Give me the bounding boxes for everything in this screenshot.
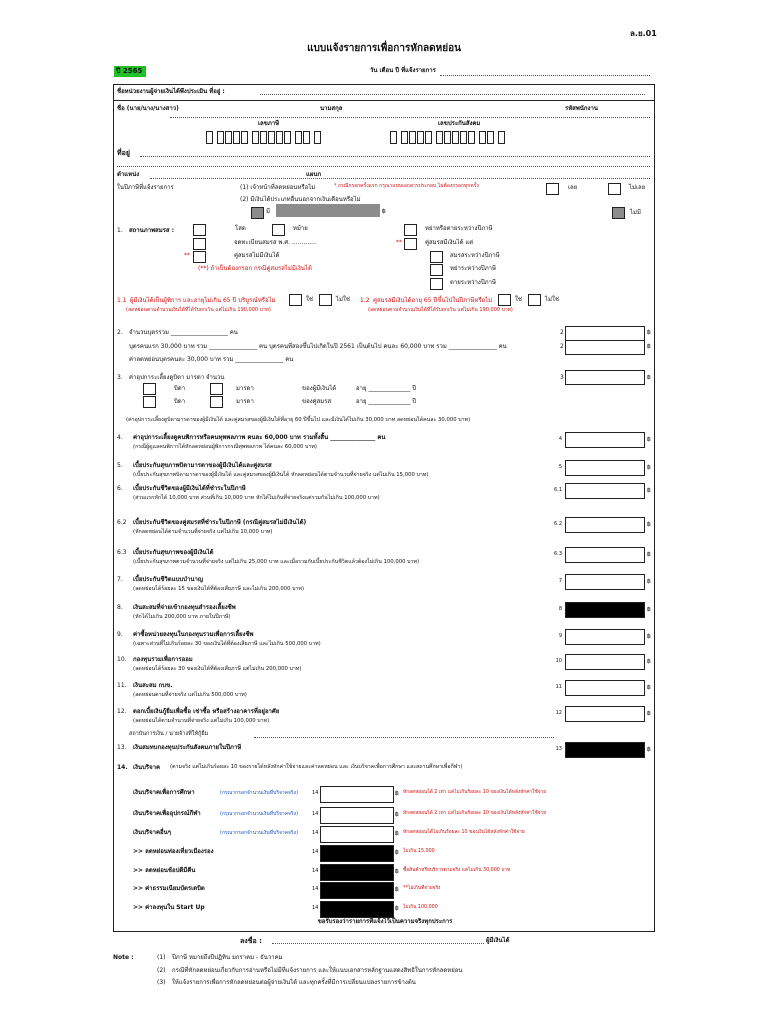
baht-sign: ฿ [647, 746, 651, 753]
form-title: แบบแจ้งรายการเพื่อการหักลดหย่อน [307, 43, 461, 54]
spouse-no-income-checkbox[interactable] [193, 251, 206, 263]
deduction-num: 10. [117, 656, 127, 663]
none-checkbox[interactable] [612, 207, 625, 219]
baht-sign: ฿ [647, 464, 651, 471]
donation-box-num: 14 [312, 868, 319, 874]
single-label: โสด [235, 225, 246, 232]
baht-sign: ฿ [647, 710, 651, 717]
deduction-amount-box[interactable] [565, 460, 645, 476]
married-reg-checkbox[interactable] [193, 238, 206, 250]
section-1-2-label: คู่สมรสมีเงินได้อายุ 65 ปีขึ้นไปในปีภาษีหรือไม่ [373, 297, 493, 304]
donation-row-note: ไม่เกิน 15,000 [403, 849, 435, 854]
have-label: เลย [568, 184, 578, 191]
item-3-amount[interactable] [565, 370, 645, 385]
date-line[interactable] [440, 75, 650, 76]
name-line[interactable] [170, 117, 650, 118]
item-3-num: 3. [117, 374, 123, 381]
deduction-num: 5. [117, 462, 123, 469]
deduction-sub: (เฉพาะส่วนที่ไม่เกินร้อยละ 30 ของเงินได้ที่ต้องเสียภาษี และไม่เกิน 500,000 บาท) [133, 641, 321, 647]
dept-label: แผนก [306, 171, 322, 178]
none-label: ไม่มี [630, 209, 641, 216]
widow-checkbox[interactable] [272, 224, 285, 236]
has-label: มี [266, 208, 270, 215]
donation-row-label: เงินบริจาคอื่นๆ [133, 829, 171, 836]
deduction-label: เบี้ยประกันชีวิตของคู่สมรสที่ชำระในปีภาษี (กรณีคู่สมรสไม่มีเงินได้) [133, 519, 307, 526]
note-2-text: กรณีที่หักลดหย่อนเกี่ยวกับการอ่านหรือไม่มีที่แจ้งรายการ และให้แนบเอกสารหลักฐานแสดงสิทธิในการหักลดหย่อน [172, 967, 463, 974]
section-1-2-num: 1.2 [360, 297, 370, 304]
deduction-num: 12. [117, 708, 127, 715]
baht-sign: ฿ [395, 886, 399, 893]
mother-label-2: มารดา [236, 398, 254, 405]
baht-sign: ฿ [647, 521, 651, 528]
note-3-text: ให้แจ้งรายการเพื่อการหักลดหย่อนต่อผู้จ่ายเงินได้ และทุกครั้งที่มีการเปลี่ยนแปลงรายการข้างต้น [172, 979, 416, 986]
deduction-label: ค่าซื้อหน่วยลงทุนในกองทุนรวมเพื่อการเลี้ยงชีพ [133, 631, 254, 638]
item-2b-box-num: 2 [560, 343, 564, 350]
parents-note: (ค่าอุปการะเลี้ยงดูบิดามารดาของผู้มีเงินได้ และคู่สมรสของผู้มีเงินได้ที่อายุ 60 ปีขึ้นไป และมีเงินได้ไม่เกิน 30,000 บาท ลดหย่อนได้คนละ 30,000 บาท) [126, 417, 471, 423]
section-1-2-no: ไม่ใช่ [545, 296, 559, 303]
section-1-2-yes: ใช่ [515, 296, 523, 303]
donation-row-note: หักลดหย่อนได้ไม่เกินร้อยละ 10 ของเงินได้หลังหักค่าใช้จ่าย [403, 830, 525, 835]
deduction-box-num: 6.1 [554, 487, 562, 493]
spouse-no-income-label: คู่สมรสไม่มีเงินได้ [234, 252, 280, 259]
not-have-label: ไม่เลย [629, 184, 646, 191]
deduction-label: เบี้ยประกันชีวิตของผู้มีเงินได้ที่ชำระในปีภาษี [133, 485, 246, 492]
mother-label: มารดา [236, 385, 254, 392]
certify-text: ขอรับรองว่ารายการที่แจ้งไว้เป็นความจริงทุกประการ [317, 918, 453, 925]
donation-amount-box[interactable] [320, 826, 394, 843]
baht-sign: ฿ [647, 329, 651, 336]
donation-box-num: 14 [312, 849, 319, 855]
section-1-2-sub: (ลดหย่อนตามจำนวนเงินได้ที่ได้รับยกเว้น แต่ไม่เกิน 190,000 บาท) [368, 307, 513, 313]
donation-row-note: หักลดหย่อนได้ 2 เท่า แต่ไม่เกินร้อยละ 10 ของเงินได้หลังหักค่าใช้จ่าย [403, 811, 547, 816]
donation-row-label: >> ค่าลงทุนใน Start Up [133, 904, 205, 911]
donation-amount-box[interactable] [320, 882, 394, 899]
divorced-during-checkbox[interactable] [430, 264, 443, 276]
has-other-income-checkbox[interactable] [251, 207, 264, 219]
note-3-num: (3) [157, 979, 166, 986]
baht-sign: ฿ [647, 684, 651, 691]
item-2-box-num: 2 [560, 329, 564, 336]
deduction-label: เงินสะสมที่จ่ายเข้ากองทุนสำรองเลี้ยงชีพ [133, 604, 236, 611]
donation-amount-box[interactable] [320, 864, 394, 881]
deduction-sub: (เบี้ยประกันสุขภาพบิดามารดาของผู้มีเงินได้ และคู่สมรสของผู้มีเงินได้ หักลดหย่อนได้ตามจำนวนที่จ่ายจริง แต่ไม่เกิน 15,000 บาท) [133, 472, 429, 478]
married-during-checkbox[interactable] [430, 251, 443, 263]
deduction-num: 6. [117, 485, 123, 492]
donation-row-label: >> ลดหย่อนท่องเที่ยวเมืองรอง [133, 848, 214, 855]
item-2-amount[interactable] [565, 326, 645, 341]
section-1-2-no-checkbox[interactable] [528, 294, 541, 306]
father-label: บิดา [174, 385, 186, 392]
name-label: ชื่อ (นาย/นาง/นางสาว) [117, 105, 179, 112]
section-1-1-label: ผู้มีเงินได้เป็นผู้พิการ และอายุไม่เกิน 65 ปี บริบูรณ์หรือไม่ [130, 297, 276, 304]
deduction-label: เบี้ยประกันชีวิตแบบบำนาญ [133, 576, 203, 583]
deduction-num: 13. [117, 744, 127, 751]
notes-label: Note : [113, 954, 134, 961]
donation-row-note: หักลดหย่อนได้ 2 เท่า แต่ไม่เกินร้อยละ 10 ของเงินได้หลังหักค่าใช้จ่าย [403, 790, 547, 795]
note-1-text: ปีภาษี หมายถึงปีปฏิทิน มกราคม - ธันวาคม [172, 954, 283, 961]
baht-sign: ฿ [395, 790, 399, 797]
signature-label: ลงชื่อ : [240, 937, 262, 945]
position-label: ตำแหน่ง [117, 171, 140, 178]
baht-sign: ฿ [395, 905, 399, 912]
baht-sign: ฿ [647, 436, 651, 443]
donation-box-num: 14 [312, 790, 319, 796]
marital-label: สถานภาพสมรส : [129, 227, 175, 234]
deduction-amount-box[interactable] [565, 742, 645, 758]
deduction-sub: (ลดหย่อนได้ตามจำนวนที่จ่ายจริง แต่ไม่เกิน 100,000 บาท) [133, 718, 270, 724]
deduction-box-num: 8 [558, 606, 562, 612]
deduction-box-num: 5 [558, 464, 562, 470]
deduction-num: 7. [117, 576, 123, 583]
spouse-income-checkbox[interactable] [404, 238, 417, 250]
donation-amount-box[interactable] [320, 845, 394, 862]
other-income-unit: ฿ [382, 208, 386, 215]
deduction-num: 6.3 [117, 549, 127, 556]
deduction-num: 11. [117, 682, 127, 689]
section-1-1-num: 1.1 [117, 297, 127, 304]
other-income-field[interactable] [276, 204, 380, 217]
donation-amount-box[interactable] [320, 807, 394, 824]
deduction-box-num: 6.2 [554, 521, 562, 527]
signature-line[interactable] [272, 943, 484, 944]
section-1-1-no: ไม่ใช่ [336, 296, 350, 303]
section-1-1-sub: (ลดหย่อนตามจำนวนเงินได้ที่ได้รับยกเว้น แต่ไม่เกิน 190,000 บาท) [126, 307, 271, 313]
payer-line [260, 94, 645, 95]
deduction-box-num: 10 [555, 658, 562, 664]
item-2c-label: ค่าลดหย่อนบุตรคนละ 30,000 บาท รวม ________________ คน [129, 356, 294, 363]
apply-label: ในปีภาษีที่แจ้งรายการ [117, 184, 174, 191]
address-label: ที่อยู่ [117, 149, 130, 157]
deduction-num: 4. [117, 434, 123, 441]
insurance-id-label: เลขประกันสังคม [438, 120, 481, 127]
deduction-sub: (หักได้ไม่เกิน 200,000 บาท ภายในปีภาษี) [133, 614, 231, 620]
deduction-amount-box[interactable] [565, 547, 645, 563]
loan-lender-line[interactable] [254, 737, 554, 738]
donation-row-label: เงินบริจาคเพื่ออุปกรณ์กีฬา [133, 810, 201, 817]
deduction-amount-box[interactable] [565, 706, 645, 722]
donation-amount-box[interactable] [320, 786, 394, 803]
section-1-1-yes: ใช่ [306, 296, 314, 303]
not-have-checkbox[interactable] [608, 183, 621, 195]
employee-no-label: รหัสพนักงาน [565, 105, 598, 112]
deduction-label: ดอกเบี้ยเงินกู้ยืมเพื่อซื้อ เช่าซื้อ หรือสร้างอาคารที่อยู่อาศัย [133, 708, 280, 715]
donation-row-label: เงินบริจาคเพื่อการศึกษา [133, 789, 195, 796]
mother-spouse-checkbox[interactable] [210, 396, 223, 408]
baht-sign: ฿ [395, 830, 399, 837]
item-2-label: จำนวนบุตรรวม ___________________ คน [129, 329, 238, 336]
donation-row-label: >> ค่าธรรมเนียมบัตรเดบิต [133, 885, 205, 892]
of-payer-label: ของผู้มีเงินได้ [302, 385, 337, 392]
section-1-1-yes-checkbox[interactable] [289, 294, 302, 306]
divorced-checkbox[interactable] [404, 224, 417, 236]
address-line-2[interactable] [117, 166, 650, 167]
age-label-1: อายุ ______________ ปี [356, 385, 417, 392]
deduction-sub: (ลดหย่อนได้ร้อยละ 15 ของเงินได้ที่ต้องเสียภาษี และไม่เกิน 200,000 บาท) [133, 586, 305, 592]
position-line[interactable] [150, 178, 650, 179]
address-line-1[interactable] [140, 156, 650, 157]
apply-q2: (2) มีเงินได้ประเภทอื่นนอกจากเงินเดือนหรือไม่ [240, 196, 361, 203]
baht-sign: ฿ [647, 343, 651, 350]
mother-payer-checkbox[interactable] [210, 383, 223, 395]
deduction-box-num: 13 [555, 746, 562, 752]
section-1-1-no-checkbox[interactable] [319, 294, 332, 306]
deduction-label: กองทุนรวมเพื่อการออม [133, 656, 193, 663]
married-reg-label: จดทะเบียนสมรส พ.ศ. ............. [234, 239, 317, 246]
donation-box-num: 14 [312, 811, 319, 817]
signature-role: ผู้มีเงินได้ [486, 937, 510, 944]
item-2-num: 2. [117, 329, 123, 336]
deduction-label: เบี้ยประกันสุขภาพบิดามารดาของผู้มีเงินได้และคู่สมรส [133, 462, 272, 469]
spouse-income-star: ** [396, 239, 402, 246]
deduction-sub: (ลดหย่อนตามที่จ่ายจริง แต่ไม่เกิน 500,000 บาท) [133, 692, 247, 698]
deduction-amount-box[interactable] [565, 483, 645, 499]
spouse-income-label: คู่สมรสมีเงินได้ แต่ [425, 239, 474, 246]
baht-sign: ฿ [395, 849, 399, 856]
deduction-amount-box[interactable] [565, 602, 645, 618]
have-checkbox[interactable] [546, 183, 559, 195]
section-1-2-yes-checkbox[interactable] [498, 294, 511, 306]
item-2b-amount[interactable] [565, 340, 645, 355]
donation-sub: (ตามจริง แต่ไม่เกินร้อยละ 10 ของรายได้หลังหักค่าใช้จ่ายและค่าลดหย่อน และ เงินบริจาคเพื่อการศึกษา และสถานศึกษาเพื่อกีฬา) [170, 764, 463, 770]
item-3-label: ค่าอุปการะเลี้ยงดูบิดา มารดา จำนวน [129, 374, 225, 381]
baht-sign: ฿ [647, 487, 651, 494]
donation-box-num: 14 [312, 905, 319, 911]
deduction-amount-box[interactable] [565, 680, 645, 696]
father-spouse-checkbox[interactable] [143, 396, 156, 408]
tax-id-label: เลขภาษี [258, 120, 280, 127]
marital-num: 1. [117, 227, 123, 234]
donation-row-hint: (กรุณากรอกจำนวนเงินที่บริจาคจริง) [220, 811, 299, 817]
married-during-label: สมรสระหว่างปีภาษี [450, 252, 500, 259]
marital-note: (**) ถ้าเป็นต้องกรอก กรณีคู่สมรสไม่มีเงินได้ [198, 265, 312, 272]
form-code: ล.ย.01 [630, 29, 657, 38]
deduction-sub: (ส่วนแรกหักได้ 10,000 บาท ส่วนที่เกิน 10,000 บาท หักได้ไม่เกินที่จ่ายจริงแต่รวมกันไม่เกิน 100,000 บาท) [133, 495, 380, 501]
baht-sign: ฿ [395, 868, 399, 875]
deduction-amount-box[interactable] [565, 432, 645, 448]
deduction-amount-box[interactable] [565, 654, 645, 670]
deduction-amount-box[interactable] [565, 629, 645, 645]
baht-sign: ฿ [647, 606, 651, 613]
of-spouse-label: ของคู่สมรส [302, 398, 332, 405]
donation-amount-box[interactable] [320, 901, 394, 918]
donation-box-num: 14 [312, 830, 319, 836]
single-checkbox[interactable] [193, 224, 206, 236]
deduction-sub: (เบี้ยประกันสุขภาพตามจำนวนที่จ่ายจริง แต่ไม่เกิน 25,000 บาท และเมื่อรวมกับเบี้ยประกันชีวิตแล้วต้องไม่เกิน 100,000 บาท) [133, 559, 420, 565]
deduction-box-num: 9 [558, 633, 562, 639]
deduction-sub: (ลดหย่อนได้ร้อยละ 30 ของเงินได้ที่ต้องเสียภาษี แต่ไม่เกิน 200,000 บาท) [133, 666, 302, 672]
donation-num: 14. [117, 764, 128, 771]
baht-sign: ฿ [647, 633, 651, 640]
donation-row-hint: (กรุณากรอกจำนวนเงินที่บริจาคจริง) [220, 790, 299, 796]
deduction-num: 8. [117, 604, 123, 611]
donation-row-hint: (กรุณากรอกจำนวนเงินที่บริจาคจริง) [220, 830, 299, 836]
donation-row-note: **ไม่เกินที่จ่ายจริง [403, 886, 441, 891]
donation-row-note: ไม่เกิน 100,000 [403, 905, 438, 910]
deduction-amount-box[interactable] [565, 574, 645, 590]
dead-during-checkbox[interactable] [430, 278, 443, 290]
deduction-box-num: 6.3 [554, 551, 562, 557]
baht-sign: ฿ [647, 658, 651, 665]
note-2-num: (2) [157, 967, 166, 974]
deduction-amount-box[interactable] [565, 517, 645, 533]
deduction-label: เงินสะสม กบข. [133, 682, 173, 689]
surname-label: นามสกุล [320, 105, 343, 112]
payer-label: ชื่อหน่วยงานผู้จ่ายเงินได้พึงประเมิน ที่อยู่ : [117, 88, 225, 95]
divorced-during-label: หย่าระหว่างปีภาษี [450, 265, 496, 272]
deduction-box-num: 4 [558, 436, 562, 442]
baht-sign: ฿ [395, 811, 399, 818]
age-label-2: อายุ ______________ ปี [356, 398, 417, 405]
year-badge: ปี 2565 [114, 66, 146, 77]
deduction-sub: (หักลดหย่อนได้ตามจำนวนที่จ่ายจริง แต่ไม่เกิน 10,000 บาท) [133, 529, 273, 535]
insurance-id-boxes[interactable] [390, 131, 506, 144]
baht-sign: ฿ [647, 578, 651, 585]
deduction-box-num: 7 [558, 578, 562, 584]
baht-sign: ฿ [647, 374, 651, 381]
spouse-no-income-star: ** [184, 252, 190, 259]
deduction-sub: (กรณีผู้ดูแลคนพิการได้หักลดหย่อนผู้พิการกรณีทุพพลภาพ ได้คนละ 60,000 บาท) [133, 444, 317, 450]
dead-during-label: ตายระหว่างปีภาษี [450, 279, 496, 286]
father-payer-checkbox[interactable] [143, 383, 156, 395]
loan-note: สถาบันการเงิน / นายจ้างที่ให้กู้ยืม [129, 731, 209, 737]
item-3-box-num: 3 [560, 374, 564, 381]
baht-sign: ฿ [647, 551, 651, 558]
tax-id-boxes[interactable] [206, 131, 322, 144]
deduction-label: ค่าอุปการะเลี้ยงดูคนพิการหรือคนทุพพลภาพ คนละ 60,000 บาท รวมทั้งสิ้น _______________ คน [133, 434, 386, 441]
item-2b-label: บุตรคนแรก 30,000 บาท รวม ________________ คน บุตรคนที่สองขึ้นไปเกิดในปี 2561 เป็นต้นไป คนละ 60,000 บาท รวม ________________ คน [129, 343, 507, 350]
deduction-label: เบี้ยประกันสุขภาพของผู้มีเงินได้ [133, 549, 214, 556]
apply-q1: (1) เจ้าหน้าที่ลดหย่อนหรือไม่ [240, 184, 316, 191]
father-label-2: บิดา [174, 398, 186, 405]
divorced-label: หย่าหรือตายระหว่างปีภาษี [425, 225, 493, 232]
note-1-num: (1) [157, 954, 166, 961]
deduction-num: 9. [117, 631, 123, 638]
date-label: วัน เดือน ปี ที่แจ้งรายการ [370, 67, 436, 74]
donation-row-label: >> ลดหย่อนช้อปดีมีคืน [133, 867, 196, 874]
deduction-box-num: 11 [555, 684, 562, 690]
deduction-num: 6.2 [117, 519, 127, 526]
apply-q1-note: * กรณีกรอกครั้งแรก กรุณาแนบเอกสารประกอบ ไม่ต้องกรอกทุกครั้ง [334, 183, 479, 189]
donation-row-note: ซื้อสินค้าหรือบริการตามจริง แต่ไม่เกิน 30,000 บาท [403, 868, 511, 873]
donation-label: เงินบริจาค [133, 764, 161, 771]
widow-label: หม้าย [293, 225, 308, 232]
donation-box-num: 14 [312, 886, 319, 892]
deduction-label: เงินสมทบกองทุนประกันสังคมภายในปีภาษี [133, 744, 242, 751]
deduction-box-num: 12 [555, 710, 562, 716]
